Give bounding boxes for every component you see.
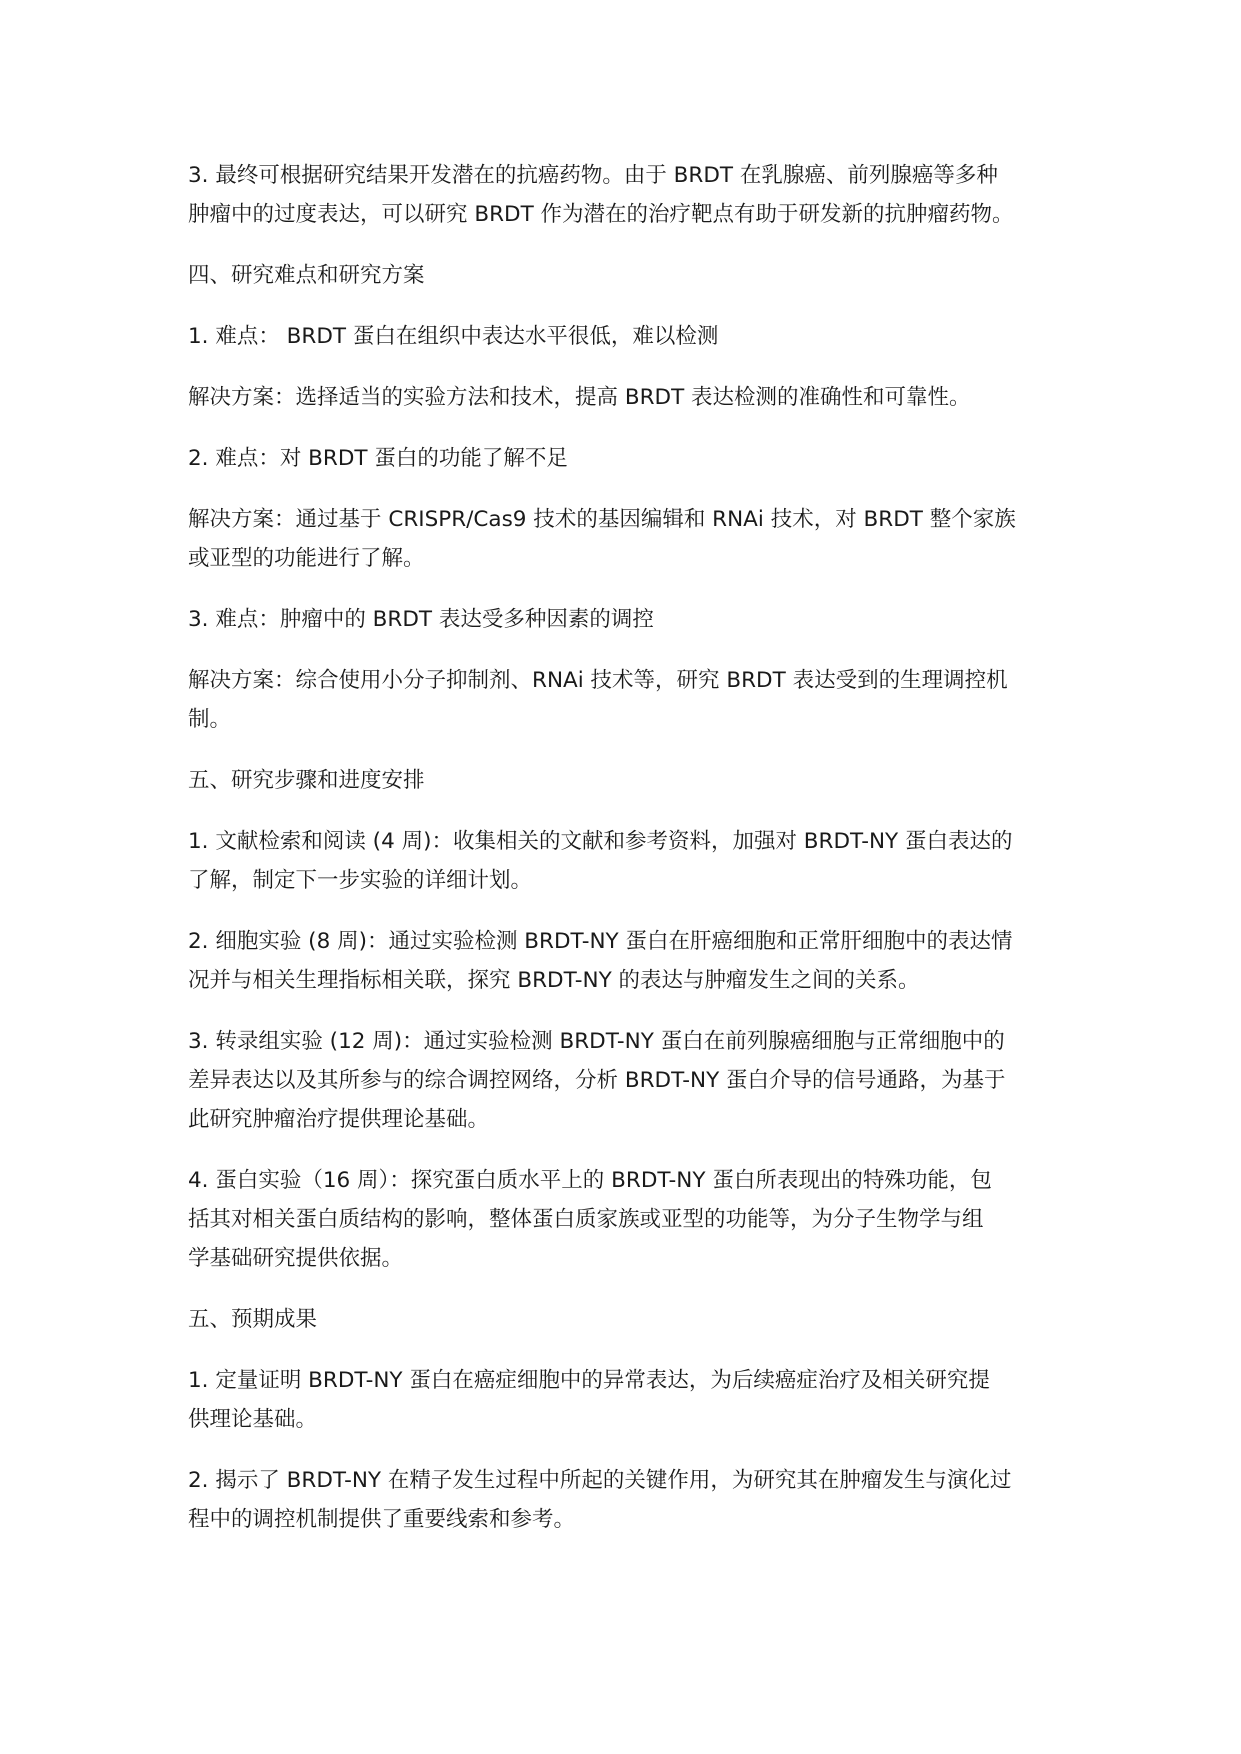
text-line: 况并与相关生理指标相关联，探究 BRDT-NY 的表达与肿瘤发生之间的关系。 (188, 968, 920, 993)
paragraph-difficulty-2 (188, 439, 1068, 478)
paragraph-step-4 (188, 1161, 1068, 1278)
text-line: 解决方案：综合使用小分子抑制剂、RNAi 技术等，研究 BRDT 表达受到的生理调控机 (188, 668, 1008, 693)
text-line: 制。 (188, 707, 232, 732)
heading-text: 四、研究难点和研究方案 (188, 263, 425, 288)
text-line: 此研究肿瘤治疗提供理论基础。 (188, 1107, 490, 1132)
heading-text: 五、预期成果 (188, 1307, 318, 1332)
text-line: 了解，制定下一步实验的详细计划。 (188, 868, 533, 893)
paragraph-solution-1 (188, 378, 1068, 417)
section-heading-steps (188, 761, 1068, 800)
text-line: 3. 难点：肿瘤中的 BRDT 表达受多种因素的调控 (188, 607, 654, 632)
paragraph-difficulty-3 (188, 600, 1068, 639)
text-line: 括其对相关蛋白质结构的影响，整体蛋白质家族或亚型的功能等，为分子生物学与组 (188, 1207, 984, 1232)
paragraph-solution-3 (188, 661, 1068, 739)
text-line: 肿瘤中的过度表达，可以研究 BRDT 作为潜在的治疗靶点有助于研发新的抗肿瘤药物。 (188, 202, 1014, 227)
document-body (188, 156, 1068, 1561)
text-line: 4. 蛋白实验（16 周）：探究蛋白质水平上的 BRDT-NY 蛋白所表现出的特殊功能，包 (188, 1168, 992, 1193)
paragraph-difficulty-1 (188, 317, 1068, 356)
paragraph-outcome-1 (188, 1361, 1068, 1439)
text-line: 3. 转录组实验 (12 周)：通过实验检测 BRDT-NY 蛋白在前列腺癌细胞与正常细胞中的 (188, 1029, 1005, 1054)
text-line: 2. 难点：对 BRDT 蛋白的功能了解不足 (188, 446, 568, 471)
text-line: 解决方案：通过基于 CRISPR/Cas9 技术的基因编辑和 RNAi 技术，对 BRDT 整个家族 (188, 507, 1016, 532)
text-line: 2. 揭示了 BRDT-NY 在精子发生过程中所起的关键作用，为研究其在肿瘤发生与演化过 (188, 1468, 1012, 1493)
text-line: 1. 定量证明 BRDT-NY 蛋白在癌症细胞中的异常表达，为后续癌症治疗及相关研究提 (188, 1368, 990, 1393)
paragraph-step-3 (188, 1022, 1068, 1139)
text-line: 差异表达以及其所参与的综合调控网络，分析 BRDT-NY 蛋白介导的信号通路，为基于 (188, 1068, 1006, 1093)
text-line: 供理论基础。 (188, 1407, 318, 1432)
text-line: 学基础研究提供依据。 (188, 1246, 404, 1271)
text-line: 3. 最终可根据研究结果开发潜在的抗癌药物。由于 BRDT 在乳腺癌、前列腺癌等多种 (188, 163, 998, 188)
paragraph-solution-2 (188, 500, 1068, 578)
heading-text: 五、研究步骤和进度安排 (188, 768, 425, 793)
paragraph-step-2 (188, 922, 1068, 1000)
text-line: 1. 难点： BRDT 蛋白在组织中表达水平很低，难以检测 (188, 324, 719, 349)
paragraph-outcome-3 (188, 156, 1068, 234)
paragraph-step-1 (188, 822, 1068, 900)
section-heading-difficulties (188, 256, 1068, 295)
text-line: 1. 文献检索和阅读 (4 周)：收集相关的文献和参考资料，加强对 BRDT-NY 蛋白表达的 (188, 829, 1013, 854)
text-line: 解决方案：选择适当的实验方法和技术，提高 BRDT 表达检测的准确性和可靠性。 (188, 385, 971, 410)
text-line: 程中的调控机制提供了重要线索和参考。 (188, 1507, 576, 1532)
text-line: 或亚型的功能进行了解。 (188, 546, 425, 571)
text-line: 2. 细胞实验 (8 周)：通过实验检测 BRDT-NY 蛋白在肝癌细胞和正常肝细胞中的表达情 (188, 929, 1013, 954)
paragraph-outcome-2 (188, 1461, 1068, 1539)
section-heading-outcomes (188, 1300, 1068, 1339)
